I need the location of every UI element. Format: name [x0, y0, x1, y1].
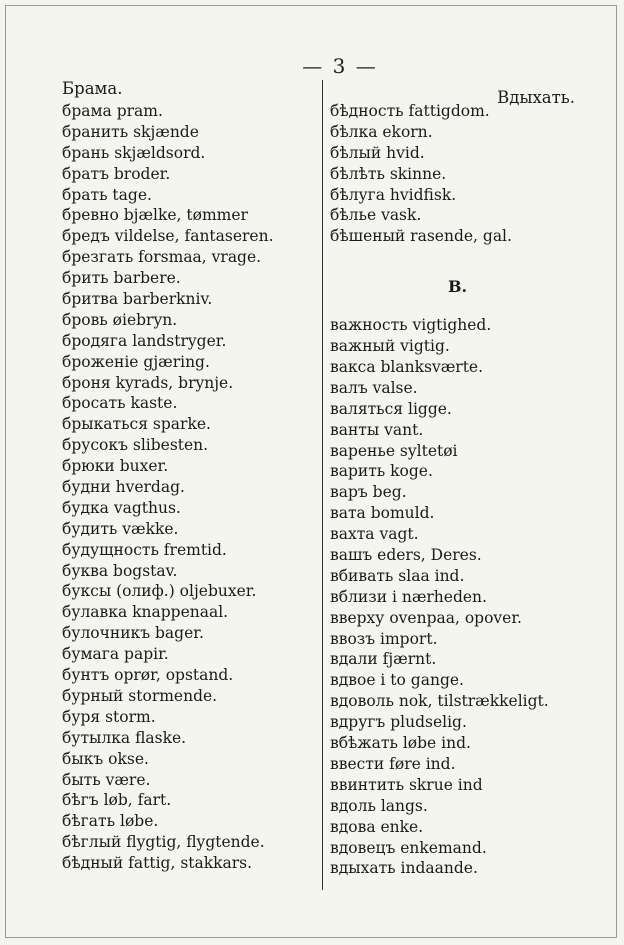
page-number: — 3 — [302, 54, 378, 78]
dictionary-entry: будущность fremtid. [62, 540, 227, 559]
dictionary-entry: брюки buxer. [62, 457, 169, 476]
left-running-head: Брама. [62, 79, 123, 98]
dictionary-entry: брить barbere. [62, 269, 181, 288]
dictionary-entry: бурный stormende. [62, 686, 218, 705]
dictionary-entry: вдвое i to gange. [330, 671, 464, 690]
dictionary-entry: бѣлье vask. [330, 206, 422, 225]
dictionary-entry: бѣлый hvid. [330, 143, 425, 162]
dictionary-entry: вдовецъ enkemand. [330, 838, 487, 857]
dictionary-entry: бранить skjænde [62, 122, 199, 141]
dictionary-entry: вашъ eders, Deres. [330, 546, 482, 565]
right-column [330, 77, 575, 879]
dictionary-entry: быкъ okse. [62, 749, 149, 768]
dictionary-entry: вверху ovenpaa, opover. [330, 608, 522, 627]
dictionary-entry: булавка knappenaal. [62, 603, 229, 622]
dictionary-entry: брусокъ slibesten. [62, 436, 209, 455]
dictionary-entry: брать tage. [62, 185, 152, 204]
dictionary-entry: ванты vant. [330, 420, 424, 439]
dictionary-entry: вдоль langs. [330, 796, 428, 815]
dictionary-entry: валъ valse. [330, 378, 418, 397]
dictionary-entry: буря storm. [62, 707, 156, 726]
section-letter: В. [447, 277, 468, 297]
dictionary-entry: брыкаться sparke. [62, 415, 211, 434]
dictionary-entry: бѣгать løbe. [62, 812, 159, 831]
dictionary-entry: ввести føre ind. [330, 754, 456, 773]
dictionary-entry: бросать kaste. [62, 394, 178, 413]
dictionary-entry: вдоволь nok, tilstrækkeligt. [330, 692, 549, 711]
dictionary-entry: варенье syltetøi [330, 441, 458, 460]
dictionary-entry: вакса blanksværte. [330, 358, 484, 377]
dictionary-entry: вдова enke. [330, 817, 424, 836]
dictionary-entry: варить koge. [330, 462, 433, 481]
dictionary-entry: будка vagthus. [62, 498, 181, 517]
dictionary-entry: бровь øiebryn. [62, 310, 178, 329]
dictionary-entry: валяться ligge. [330, 399, 452, 418]
dictionary-entry: бритва barberkniv. [62, 290, 213, 309]
dictionary-entry: вата bomuld. [330, 504, 435, 523]
dictionary-entry: бревно bjælke, tømmer [62, 206, 248, 225]
column-divider [322, 80, 323, 890]
dictionary-entry: братъ broder. [62, 164, 171, 183]
dictionary-entry: вдыхать indaande. [330, 859, 478, 878]
dictionary-entry: бѣдность fattigdom. [330, 102, 490, 120]
left-entry-list [62, 101, 317, 874]
dictionary-entry: вблизи i nærheden. [330, 587, 487, 606]
dictionary-entry: будить vække. [62, 519, 179, 538]
dictionary-entry: буксы (олиф.) oljebuxer. [62, 582, 257, 601]
dictionary-entry: броня kyrads, brynje. [62, 373, 234, 392]
dictionary-entry: ввозъ import. [330, 629, 438, 648]
dictionary-entry: вахта vagt. [330, 525, 419, 544]
dictionary-entry: брань skjældsord. [62, 143, 206, 162]
dictionary-entry: брама pram. [62, 102, 163, 120]
dictionary-entry: будни hverdag. [62, 478, 185, 497]
right-entry-list-bottom [330, 315, 575, 879]
dictionary-entry: вдругъ pludselig. [330, 713, 467, 732]
dictionary-entry: вбѣжать løbe ind. [330, 734, 471, 753]
dictionary-entry: бумага papir. [62, 645, 169, 664]
dictionary-entry: буква bogstav. [62, 561, 178, 580]
dictionary-entry: бѣдный fattig, stakkars. [62, 854, 253, 873]
dictionary-entry: бунтъ oprør, opstand. [62, 666, 234, 685]
dictionary-entry: быть være. [62, 770, 151, 789]
left-column [62, 77, 317, 874]
dictionary-entry: бѣгъ løb, fart. [62, 791, 172, 810]
dictionary-entry: бутылка flaske. [62, 728, 187, 747]
dictionary-entry: бѣлуга hvidfisk. [330, 185, 457, 204]
dictionary-entry: броженіе gjæring. [62, 352, 210, 371]
right-entry-list-top [330, 101, 575, 247]
dictionary-entry: вбивать slaa ind. [330, 566, 465, 585]
dictionary-entry: важность vigtighed. [330, 316, 492, 335]
dictionary-entry: бѣглый flygtig, flygtende. [62, 833, 265, 852]
dictionary-entry: бредъ vildelse, fantaseren. [62, 227, 274, 246]
dictionary-entry: важный vigtig. [330, 337, 450, 356]
dictionary-entry: варъ beg. [330, 483, 407, 502]
dictionary-entry: бѣлка ekorn. [330, 122, 433, 141]
right-running-head: Вдыхать. [497, 88, 575, 107]
dictionary-entry: бродяга landstryger. [62, 331, 227, 350]
dictionary-entry: вдали fjærnt. [330, 650, 437, 669]
dictionary-entry: булочникъ bager. [62, 624, 204, 643]
dictionary-entry: брезгать forsmaa, vrage. [62, 248, 262, 267]
dictionary-entry: бѣшеный rasende, gal. [330, 227, 512, 246]
dictionary-entry: ввинтить skrue ind [330, 775, 483, 794]
dictionary-entry: бѣлѣть skinne. [330, 164, 447, 183]
